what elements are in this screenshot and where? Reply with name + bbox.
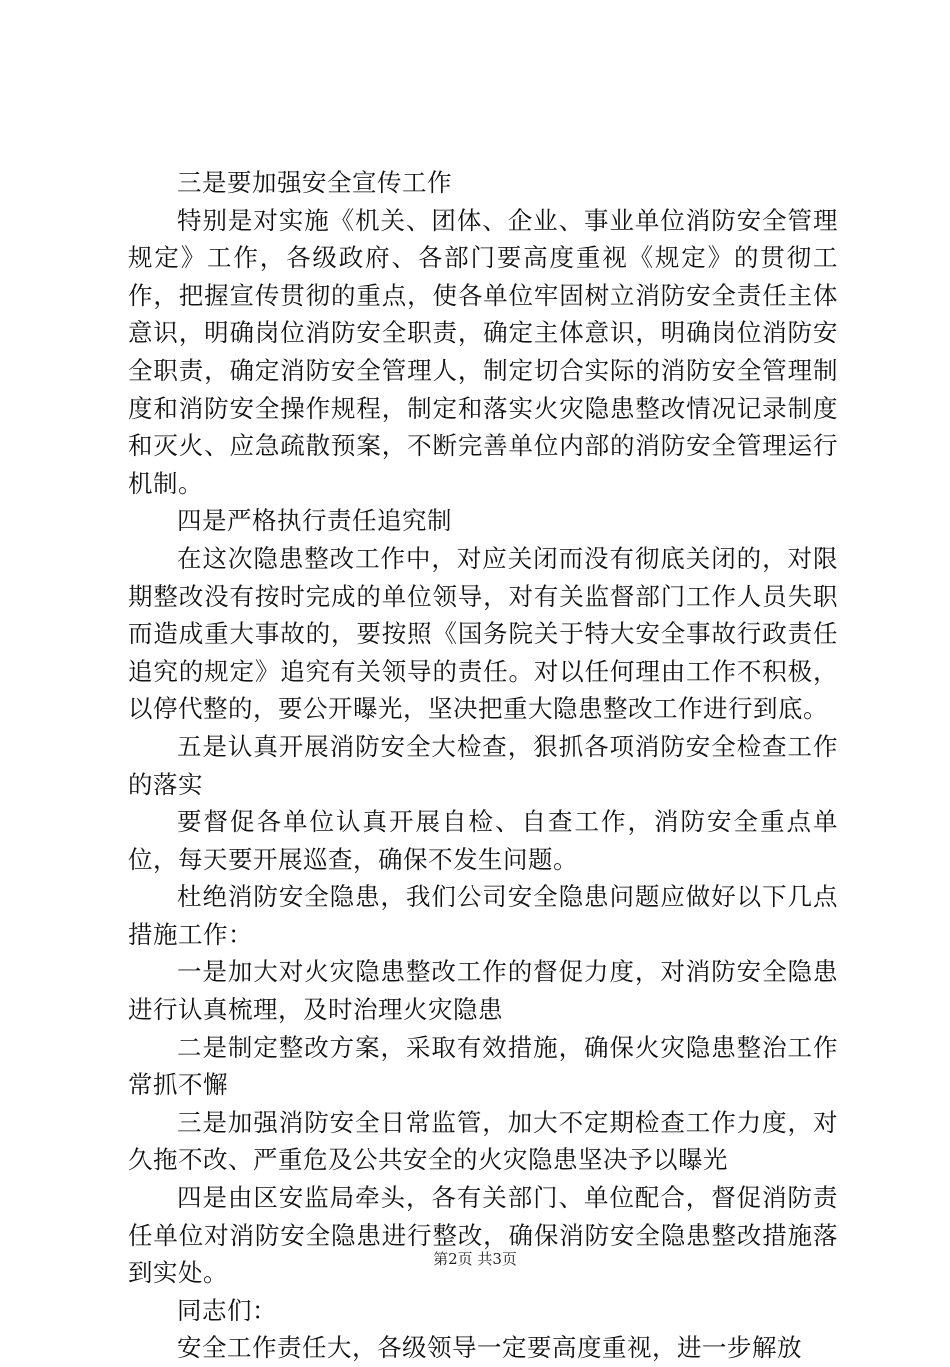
paragraph-inspection: 要督促各单位认真开展自检、自查工作，消防安全重点单位，每天要开展巡查，确保不发生问题。 bbox=[128, 807, 838, 874]
measure-item-4: 四是由区安监局牵头，各有关部门、单位配合，督促消防责任单位对消防安全隐患进行整改，确保消防安全隐患整改措施落到实处。 bbox=[128, 1183, 838, 1288]
measure-item-2: 二是制定整改方案，采取有效措施，确保火灾隐患整治工作常抓不懈 bbox=[128, 1032, 838, 1100]
document-body bbox=[128, 164, 838, 1367]
measure-item-3: 三是加强消防安全日常监管，加大不定期检查工作力度，对久拖不改、严重危及公共安全的火灾隐患坚决予以曝光 bbox=[128, 1107, 838, 1175]
heading-publicity: 三是要加强安全宣传工作 bbox=[177, 168, 452, 197]
salutation: 同志们： bbox=[177, 1295, 277, 1325]
paragraph-closing: 安全工作责任大，各级领导一定要高度重视，进一步解放 bbox=[177, 1333, 802, 1363]
page-number-footer: 第2页 共3页 bbox=[433, 1250, 517, 1268]
paragraph-accountability: 在这次隐患整改工作中，对应关闭而没有彻底关闭的，对限期整改没有按时完成的单位领导，对有关监督部门工作人员失职而造成重大事故的，要按照《国务院关于特大安全事故行政责任追究的规定》追究有关领导的责任。对以任何理由工作不积极，以停代整的，要公开曝光，坚决把重大隐患整改工作进行到底。 bbox=[128, 543, 838, 724]
paragraph-measures-intro: 杜绝消防安全隐患，我们公司安全隐患问题应做好以下几点措施工作： bbox=[128, 882, 838, 949]
heading-inspection: 五是认真开展消防安全大检查，狠抓各项消防安全检查工作的落实 bbox=[128, 731, 838, 799]
measure-item-1: 一是加大对火灾隐患整改工作的督促力度，对消防安全隐患进行认真梳理，及时治理火灾隐患 bbox=[128, 957, 838, 1025]
paragraph-publicity: 特别是对实施《机关、团体、企业、事业单位消防安全管理规定》工作，各级政府、各部门要高度重视《规定》的贯彻工作，把握宣传贯彻的重点，使各单位牢固树立消防安全责任主体意识，明确岗位消防安全职责，确定主体意识，明确岗位消防安全职责，确定消防安全管理人，制定切合实际的消防安全管理制度和消防安全操作规程，制定和落实火灾隐患整改情况记录制度和灭火、应急疏散预案，不断完善单位内部的消防安全管理运行机制。 bbox=[128, 205, 838, 498]
heading-accountability: 四是严格执行责任追究制 bbox=[177, 506, 452, 536]
